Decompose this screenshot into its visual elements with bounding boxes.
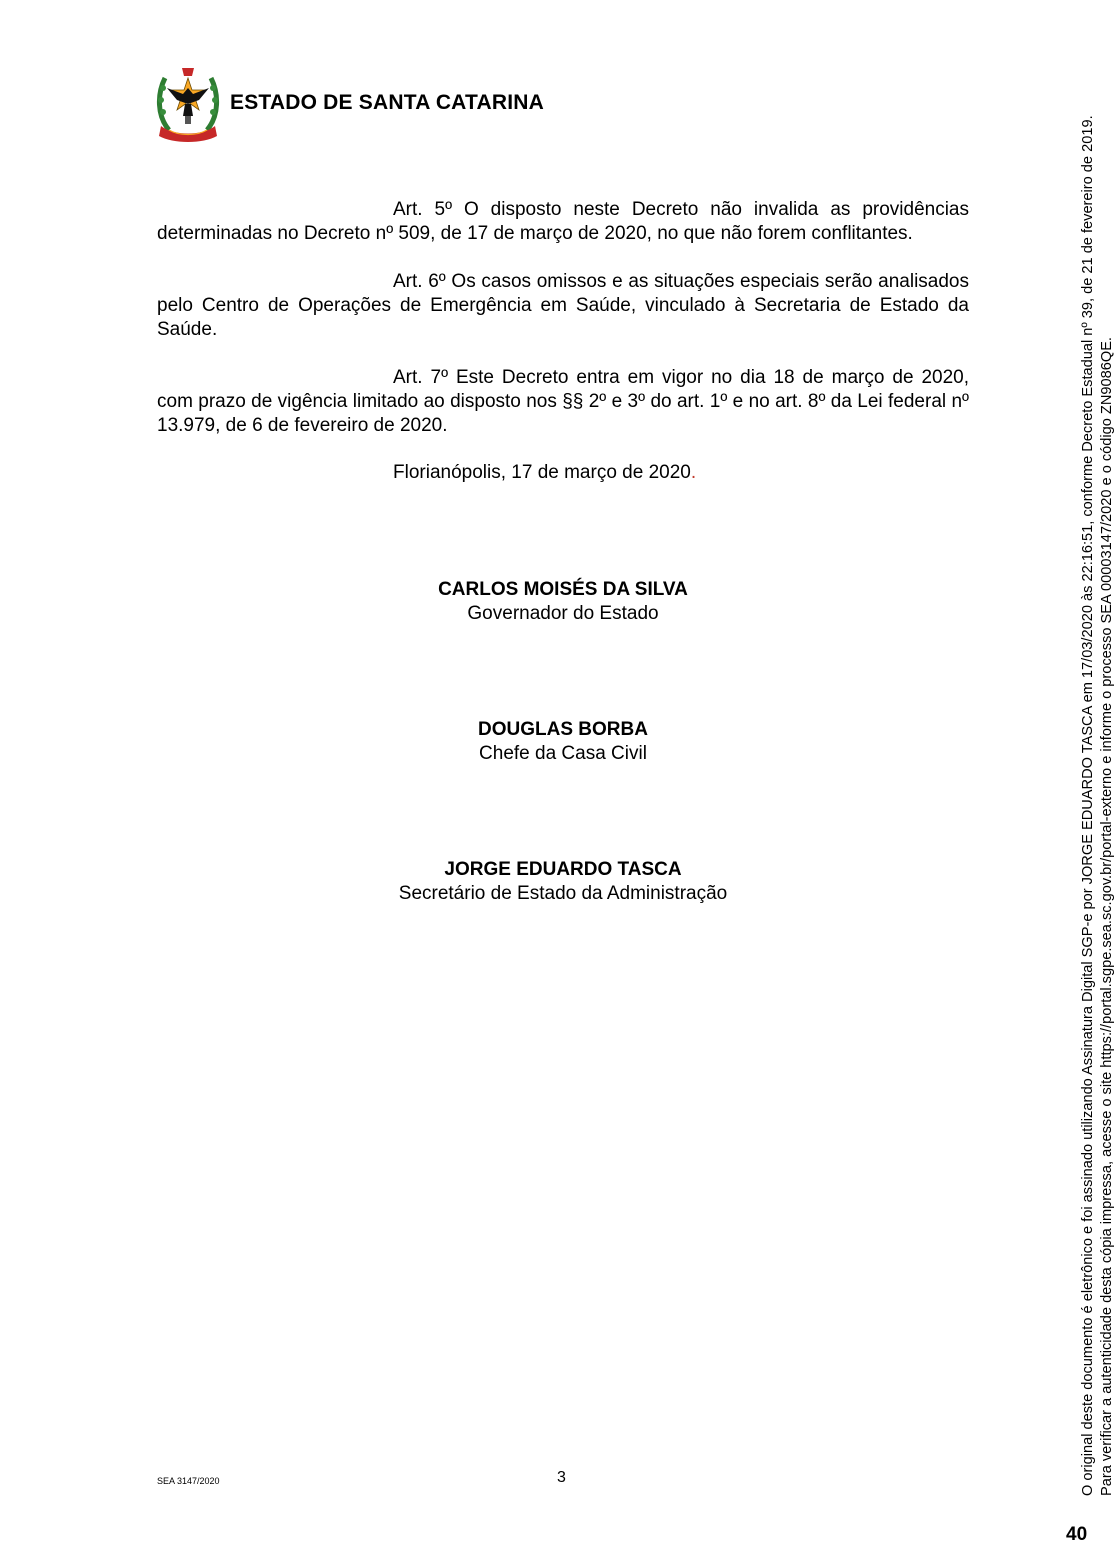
signatory-name: DOUGLAS BORBA bbox=[478, 719, 648, 740]
signatory-role: Secretário de Estado da Administração bbox=[398, 883, 728, 904]
coat-of-arms-icon bbox=[155, 64, 221, 144]
signatory-name: JORGE EDUARDO TASCA bbox=[444, 859, 682, 880]
signature-governor bbox=[157, 578, 969, 626]
page-number: 3 bbox=[557, 1469, 566, 1486]
signatory-role: Governador do Estado bbox=[467, 603, 659, 624]
signature-casa-civil bbox=[157, 718, 969, 766]
header-title: ESTADO DE SANTA CATARINA bbox=[230, 91, 544, 114]
place-date-text: Florianópolis, 17 de março de 2020 bbox=[393, 462, 691, 483]
article-5: Art. 5º O disposto neste Decreto não invalida as providências determinadas no Decreto nº 509, de 17 de março de 2020, no que não forem conflitantes. bbox=[157, 199, 969, 244]
footer-process-reference: SEA 3147/2020 bbox=[157, 1476, 220, 1486]
sheet-number: 40 bbox=[1066, 1524, 1088, 1545]
stamp-line-1: O original deste documento é eletrônico e foi assinado utilizando Assinatura Digital SGP-e por JORGE EDUARDO TASCA em 17/03/2020 às 22:16:51, conforme Decreto Estadual nº 39, de 21 de fevereiro de 2019. bbox=[1080, 115, 1096, 1496]
place-and-date bbox=[393, 461, 696, 485]
stamp-line-2: Para verificar a autenticidade desta cópia impressa, acesse o site https://portal.sgpe.sea.sc.gov.br/portal-externo e informe o processo SEA 00003147/2020 e o código ZN9086QE. bbox=[1099, 337, 1115, 1496]
article-7: Art. 7º Este Decreto entra em vigor no dia 18 de março de 2020, com prazo de vigência limitado ao disposto nos §§ 2º e 3º do art. 1º e no art. 8º da Lei federal nº 13.979, de 6 de fevereiro de 2020. bbox=[157, 367, 969, 436]
signatory-name: CARLOS MOISÉS DA SILVA bbox=[438, 579, 688, 600]
signature-administracao bbox=[157, 858, 969, 906]
signatory-role: Chefe da Casa Civil bbox=[479, 743, 647, 764]
digital-signature-stamp bbox=[1079, 116, 1117, 1496]
place-date-period: . bbox=[690, 462, 697, 483]
article-6: Art. 6º Os casos omissos e as situações especiais serão analisados pelo Centro de Operações de Emergência em Saúde, vinculado à Secretaria de Estado da Saúde. bbox=[157, 271, 969, 340]
